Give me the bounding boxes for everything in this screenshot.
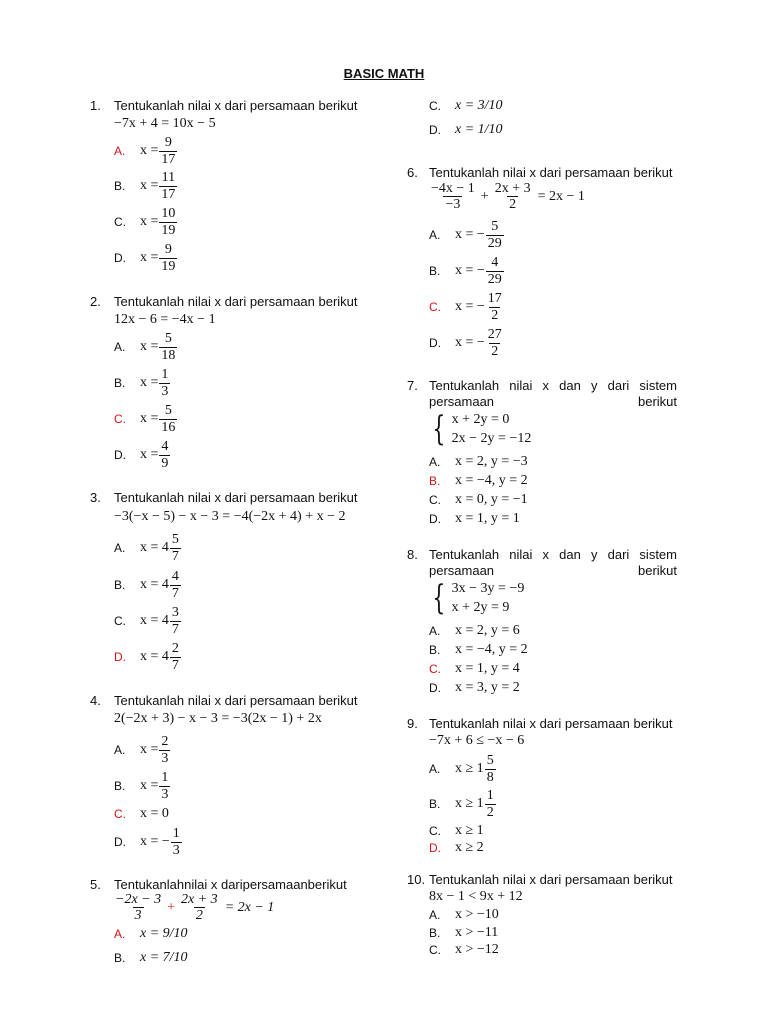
option-expression: x = 1, y = 4 <box>455 661 520 676</box>
option-lhs: x = <box>140 447 159 462</box>
option-letter: C. <box>114 807 126 821</box>
option-letter: B. <box>429 926 441 940</box>
fraction: $\frac{1}{3}$ <box>161 769 169 802</box>
option-b[interactable] <box>114 363 171 403</box>
option-letter: D. <box>114 448 126 462</box>
option-lhs: x = 4 <box>140 613 169 628</box>
option-d[interactable] <box>429 839 484 857</box>
option-letter: D. <box>429 841 441 855</box>
option-c[interactable] <box>429 660 520 678</box>
equation-rhs: = 2x − 1 <box>224 899 275 915</box>
equation: −7x + 4 = 10x − 5 <box>114 116 216 131</box>
option-lhs: x = − <box>140 834 170 849</box>
fraction: $\frac{-4x - 1}{-3}$ <box>431 181 475 212</box>
option-expression: x > −11 <box>455 925 499 940</box>
option-lhs: x = 4 <box>140 649 169 664</box>
fraction: $\frac{-2x - 3}{3}$ <box>115 892 162 923</box>
question-number: 5. <box>90 877 101 892</box>
option-b[interactable] <box>114 565 182 605</box>
option-lhs: x = <box>140 143 159 158</box>
option-letter: B. <box>429 474 441 488</box>
option-expression: x = −4, y = 2 <box>455 642 528 657</box>
option-lhs: x = 4 <box>140 577 169 592</box>
option-a[interactable] <box>429 749 497 789</box>
question-text: Tentukanlah nilai x dan y dari sistem persamaan berikut <box>429 547 677 578</box>
option-letter: A. <box>114 340 126 354</box>
fraction: $\frac{17}{2}$ <box>487 290 502 323</box>
option-letter: A. <box>429 228 441 242</box>
option-b[interactable] <box>429 924 498 942</box>
option-letter: C. <box>114 215 126 229</box>
equation: 8x − 1 < 9x + 12 <box>429 889 523 904</box>
option-a[interactable] <box>114 925 188 943</box>
option-letter: A. <box>114 144 126 158</box>
option-letter: D. <box>114 835 126 849</box>
option-b[interactable] <box>114 949 188 967</box>
option-c[interactable] <box>429 287 505 327</box>
fraction: $\frac{3}{7}$ <box>171 604 179 637</box>
option-c[interactable] <box>114 399 178 439</box>
option-letter: B. <box>429 264 441 278</box>
question-number: 1. <box>90 98 101 113</box>
option-lhs: x = <box>140 778 159 793</box>
option-expression: x = 0, y = −1 <box>455 492 528 507</box>
option-expression: x = 2, y = −3 <box>455 454 528 469</box>
option-letter: A. <box>114 541 126 555</box>
option-letter: A. <box>114 927 126 941</box>
option-letter: C. <box>429 300 441 314</box>
fraction: $\frac{1}{3}$ <box>172 825 180 858</box>
option-lhs: x = <box>140 339 159 354</box>
option-c[interactable] <box>429 941 499 959</box>
option-letter: D. <box>429 336 441 350</box>
option-d[interactable] <box>429 323 505 363</box>
option-a[interactable] <box>429 453 528 471</box>
question-number: 6. <box>407 165 418 180</box>
option-d[interactable] <box>429 510 520 528</box>
option-expression: x > −12 <box>455 942 499 957</box>
question-number: 2. <box>90 294 101 309</box>
option-expression: x = 1/10 <box>455 122 503 137</box>
option-letter: C. <box>429 493 441 507</box>
option-lhs: x = − <box>455 263 485 278</box>
question-number: 8. <box>407 547 418 562</box>
option-letter: A. <box>114 743 126 757</box>
option-lhs: x ≥ 1 <box>455 796 484 811</box>
option-lhs: x = <box>140 375 159 390</box>
option-d[interactable] <box>429 679 520 697</box>
plus-sign: + <box>167 899 176 915</box>
option-letter: C. <box>114 614 126 628</box>
question-number: 10. <box>407 872 426 887</box>
option-c[interactable] <box>114 202 178 242</box>
option-b[interactable] <box>114 766 171 806</box>
fraction: $\frac{11}{17}$ <box>161 169 176 202</box>
option-letter: C. <box>429 99 441 113</box>
system-line: x + 2y = 0 <box>451 412 510 427</box>
option-letter: A. <box>429 908 441 922</box>
option-b[interactable] <box>114 166 178 206</box>
option-expression: x = 3, y = 2 <box>455 680 520 695</box>
fraction: $\frac{4}{29}$ <box>487 254 502 287</box>
option-b[interactable] <box>429 251 505 291</box>
fraction: $\frac{9}{19}$ <box>161 241 176 274</box>
fraction: $\frac{1}{2}$ <box>486 787 494 820</box>
option-letter: D. <box>429 681 441 695</box>
option-letter: D. <box>114 251 126 265</box>
option-expression: x = 7/10 <box>140 950 188 965</box>
option-c[interactable] <box>114 601 182 641</box>
brace-icon: { <box>432 409 446 449</box>
question-text: Tentukanlahnilai x daripersamaanberikut <box>114 877 347 892</box>
option-c[interactable] <box>429 491 528 509</box>
option-expression: x > −10 <box>455 907 499 922</box>
equation-rhs: = 2x − 1 <box>537 188 585 204</box>
option-letter: C. <box>429 824 441 838</box>
option-lhs: x = 4 <box>140 540 169 555</box>
option-lhs: x = − <box>455 227 485 242</box>
option-letter: A. <box>429 455 441 469</box>
question-number: 4. <box>90 693 101 708</box>
option-lhs: x = <box>140 178 159 193</box>
option-a[interactable] <box>429 622 520 640</box>
page-title: BASIC MATH <box>343 66 425 81</box>
equation: −3(−x − 5) − x − 3 = −4(−2x + 4) + x − 2 <box>114 509 346 524</box>
question-text: Tentukanlah nilai x dari persamaan berikut <box>114 294 358 309</box>
option-a[interactable] <box>429 906 499 924</box>
option-lhs: x = 0 <box>140 806 169 821</box>
option-lhs: x = − <box>455 335 485 350</box>
fraction: $\frac{5}{8}$ <box>486 752 494 785</box>
equation <box>112 892 274 923</box>
plus-sign: + <box>480 188 489 204</box>
option-letter: B. <box>429 797 441 811</box>
option-letter: B. <box>114 376 126 390</box>
question-number: 3. <box>90 490 101 505</box>
option-lhs: x = <box>140 742 159 757</box>
option-d[interactable] <box>114 435 171 475</box>
option-lhs: x ≥ 1 <box>455 761 484 776</box>
option-c[interactable] <box>429 822 484 840</box>
option-letter: C. <box>429 943 441 957</box>
fraction: $\frac{5}{29}$ <box>487 218 502 251</box>
brace-icon: { <box>432 578 446 618</box>
option-a[interactable] <box>429 215 505 255</box>
option-letter: D. <box>429 512 441 526</box>
fraction: $\frac{5}{18}$ <box>161 330 176 363</box>
question-number: 9. <box>407 716 418 731</box>
fraction: $\frac{5}{16}$ <box>161 402 176 435</box>
equation: 12x − 6 = −4x − 1 <box>114 312 216 327</box>
question-text: Tentukanlah nilai x dari persamaan berikut <box>429 165 673 180</box>
option-letter: B. <box>114 578 126 592</box>
option-letter: A. <box>429 762 441 776</box>
fraction: $\frac{10}{19}$ <box>161 205 176 238</box>
fraction: $\frac{5}{7}$ <box>171 531 179 564</box>
fraction: $\frac{9}{17}$ <box>161 134 176 167</box>
option-expression: x ≥ 1 <box>455 823 484 838</box>
option-d[interactable] <box>429 121 503 139</box>
option-letter: B. <box>114 779 126 793</box>
option-a[interactable] <box>114 528 182 568</box>
option-letter: C. <box>114 412 126 426</box>
question-number: 7. <box>407 378 418 393</box>
option-letter: C. <box>429 662 441 676</box>
option-c[interactable] <box>114 805 169 823</box>
option-expression: x = 3/10 <box>455 98 503 113</box>
option-c[interactable] <box>429 97 503 115</box>
question-text: Tentukanlah nilai x dari persamaan berikut <box>114 693 358 708</box>
option-b[interactable] <box>429 472 528 490</box>
system-line: x + 2y = 9 <box>451 600 510 615</box>
system-line: 2x − 2y = −12 <box>451 431 532 446</box>
option-letter: B. <box>114 179 126 193</box>
option-d[interactable] <box>114 822 183 862</box>
option-lhs: x = <box>140 411 159 426</box>
fraction: $\frac{2}{3}$ <box>161 733 169 766</box>
question-text: Tentukanlah nilai x dari persamaan berikut <box>429 872 673 887</box>
option-letter: B. <box>114 951 126 965</box>
option-expression: x = 9/10 <box>140 926 188 941</box>
question-text: Tentukanlah nilai x dan y dari sistem persamaan berikut <box>429 378 677 409</box>
option-lhs: x = <box>140 214 159 229</box>
question-text: Tentukanlah nilai x dari persamaan berikut <box>114 490 358 505</box>
equation: 2(−2x + 3) − x − 3 = −3(2x − 1) + 2x <box>114 711 322 726</box>
option-d[interactable] <box>114 637 182 677</box>
fraction: $\frac{4}{7}$ <box>171 568 179 601</box>
option-b[interactable] <box>429 784 497 824</box>
option-letter: D. <box>114 650 126 664</box>
option-b[interactable] <box>429 641 528 659</box>
equation <box>428 181 585 212</box>
option-expression: x = −4, y = 2 <box>455 473 528 488</box>
option-lhs: x = <box>140 250 159 265</box>
option-d[interactable] <box>114 238 178 278</box>
option-a[interactable] <box>114 327 178 367</box>
fraction: $\frac{2x + 3}{2}$ <box>494 181 531 212</box>
equation: −7x + 6 ≤ −x − 6 <box>429 733 525 748</box>
fraction: $\frac{27}{2}$ <box>487 326 502 359</box>
equation-system <box>428 579 524 617</box>
fraction: $\frac{2x + 3}{2}$ <box>181 892 218 923</box>
fraction: $\frac{1}{3}$ <box>161 366 169 399</box>
system-line: 3x − 3y = −9 <box>451 581 525 596</box>
option-a[interactable] <box>114 131 178 171</box>
question-text: Tentukanlah nilai x dari persamaan berikut <box>429 716 673 731</box>
option-letter: B. <box>429 643 441 657</box>
option-lhs: x = − <box>455 299 485 314</box>
fraction: $\frac{2}{7}$ <box>171 640 179 673</box>
option-a[interactable] <box>114 730 171 770</box>
option-letter: D. <box>429 123 441 137</box>
fraction: $\frac{4}{9}$ <box>161 438 169 471</box>
option-expression: x = 2, y = 6 <box>455 623 520 638</box>
option-letter: A. <box>429 624 441 638</box>
option-expression: x = 1, y = 1 <box>455 511 520 526</box>
question-text: Tentukanlah nilai x dari persamaan berikut <box>114 98 358 113</box>
equation-system <box>428 410 531 448</box>
option-expression: x ≥ 2 <box>455 840 484 855</box>
